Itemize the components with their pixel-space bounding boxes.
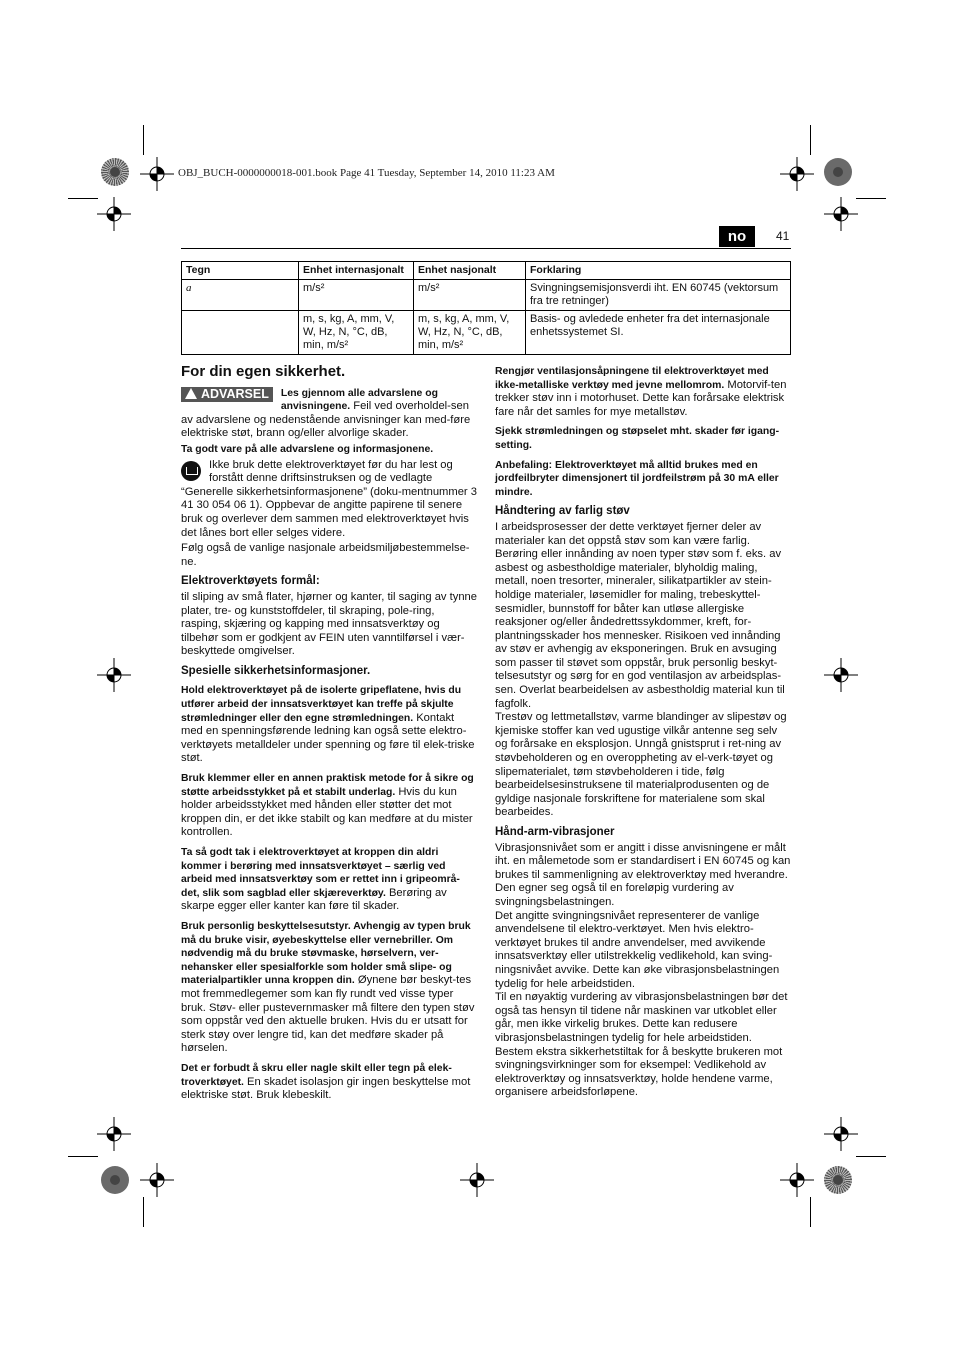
body-paragraph: I arbeidsprosesser der dette verktøyet fjerner deler av materialer kan det oppstå støv som kan være farlig. Berøring eller innånding av noen typer støv som f. eks. av asbest og asbestholdige materialer, blyholdig maling, metall, noen tresorter, mineraler, silikatpartikler av stein-holdige materialer, løsemidler for maling, trebeskyttel-sesmidler, bunnstoff for båter kan utløse allergiske reaksjoner og/eller åndedrettssykdommer, kreft, for-plantningsskader hos mennesker. Risikoen ved innånding av støv er avhengig av eksponeringen. Bruk en avsuging som passer til støvet som oppstår, bruk personlig beskyt-telsesutstyr og sørg for en god ventilasjon av arbeidsplas-sen. Overlat bearbeidelsen av asbestholdig material kun til fagfolk. [495, 520, 785, 710]
body-paragraph [181, 772, 477, 840]
read-manual-icon [181, 461, 201, 481]
warning-label-text: ADVARSEL [201, 386, 269, 401]
right-column [495, 365, 791, 1106]
table-cell: m, s, kg, A, mm, V, W, Hz, N, °C, dB, min, m/s² [299, 311, 414, 355]
crop-mark [143, 1197, 144, 1227]
body-paragraph [181, 1062, 477, 1103]
body-paragraph [181, 846, 477, 914]
warning-icon [185, 388, 197, 399]
body-paragraph [181, 459, 477, 541]
registration-crosshair-icon [780, 157, 814, 191]
body-text: Feil ved overholdel-sen av advarslene og nedenstående anvisninger kan med-føre elektriske støt, brann og/eller alvorlige skader. [181, 400, 471, 440]
subheading: Håndtering av farlig støv [495, 505, 630, 518]
body-paragraph: Bestem ekstra sikkerhetstiltak for å beskytte brukeren mot svingningsvirkninger som for eksempel: Vedlikehold av elektroverktøy og innsatsverktøy, holde hendene varme, organisere arbeidsforløpene. [495, 1045, 783, 1099]
warning-label [181, 387, 273, 403]
table-header: Enhet internasjonalt [299, 262, 414, 280]
bold-text: Rengjør ventilasjonsåpningene til elektroverktøyet med ikke-metalliske verktøy med jevne mellomrom. [495, 366, 769, 391]
crop-mark [68, 1156, 98, 1157]
units-table [181, 261, 791, 355]
table-row [182, 311, 791, 355]
registration-crosshair-icon [824, 197, 858, 231]
body-text: Kontakt med en spenningsførende ledning kan også sette elektro-verktøyets metalldeler under spenning og føre til elek-triske støt. [181, 711, 475, 765]
body-text: Berøring av skarpe egger eller kanter kan føre til skader. [181, 886, 447, 913]
table-header: Enhet nasjonalt [414, 262, 526, 280]
bold-paragraph: Ta godt vare på alle advarslene og informasjonene. [181, 443, 434, 455]
subheading: Elektroverktøyets formål: [181, 575, 320, 588]
table-cell: Basis- og avledede enheter fra det internasjonale enhetssystemet SI. [526, 311, 791, 355]
color-registration-rosette [101, 1166, 129, 1194]
body-text: Hvis du kun holder arbeidsstykket med hånden eller støtter det mot kroppen din, er det ikke stabilt og kan medføre at du mister kontrollen. [181, 785, 473, 839]
body-paragraph [495, 365, 791, 419]
language-badge: no [719, 226, 755, 247]
color-registration-rosette [824, 1166, 852, 1194]
table-header: Forklaring [526, 262, 791, 280]
crop-mark [810, 125, 811, 155]
registration-crosshair-icon [97, 658, 131, 692]
table-cell: m/s² [414, 280, 526, 311]
color-registration-rosette [101, 158, 129, 186]
body-text: Ikke bruk dette elektroverktøyet før du har lest og forstått denne driftsinstruksen og de vedlagte “Generelle sikkerhetsinformasjonene” (doku-mentnummer 3 41 30 054 06 1). Oppbevar de angitte papirene til senere bruk og overlever dem sammen med elektroverktøyet hvis det lånes bort eller selges videre. [181, 458, 477, 539]
body-paragraph [181, 920, 477, 1056]
table-header: Tegn [182, 262, 299, 280]
crop-mark [856, 1156, 886, 1157]
crop-mark [810, 1197, 811, 1227]
bold-text: Det er forbudt å skru eller nagle skilt eller tegn på elek-troverktøyet. [181, 1062, 452, 1088]
crop-mark [856, 198, 886, 199]
print-slug: OBJ_BUCH-0000000018-001.book Page 41 Tuesday, September 14, 2010 11:23 AM [178, 167, 555, 179]
bold-paragraph: Anbefaling: Elektroverktøyet må alltid brukes med en jordfeilbryter dimensjonert til jordfeilstrøm på 30 mA eller mindre. [495, 459, 779, 498]
body-text: Motorvif-ten trekker støv inn i motorhuset. Dette kan forårsake elektrisk fare når det samles for mye metallstøv. [495, 378, 787, 418]
subheading: Hånd-arm-vibrasjoner [495, 826, 615, 838]
registration-crosshair-icon [140, 1163, 174, 1197]
page-number: 41 [776, 229, 790, 243]
body-text: Øynene bør beskyt-tes mot fremmedlegemer som kan fly rundt ved visse typer bruk. Støv- eller pustevernmasker må filtere den typen støv som oppstår ved den aktuelle bruken. Hvis du er utsatt for sterk støy over lengre tid, kan det medføre skader på hørselen. [181, 974, 475, 1055]
section-title: For din egen sikkerhet. [181, 363, 346, 380]
bold-text: Hold elektroverktøyet på de isolerte gripeflatene, hvis du utfører arbeid der innsatsverktøyet kan treffe på skjulte strømledninger eller den egne strømledningen. [181, 685, 462, 724]
crop-mark [143, 125, 144, 155]
warning-paragraph [181, 387, 477, 441]
body-paragraph: Til en nøyaktig vurdering av vibrasjonsbelastningen bør det også tas hensyn til tidene når maskinen var utkoblet eller går, men ikke virkelig brukes. Dette kan redusere vibrasjonsbelastningen tydelig for hele arbeidstiden. [495, 991, 788, 1044]
body-paragraph: Vibrasjonsnivået som er angitt i disse anvisningene er målt iht. en målemetode som er standardisert i EN 60745 og kan brukes til sammenligning av elektroverktøy med hverandre. Den egner seg også til en foreløpig vurdering av svingningsbelastningen. [495, 841, 791, 908]
body-text: En skadet isolasjon gir ingen beskyttelse mot elektriske støt. Bruk klebeskilt. [181, 1075, 471, 1102]
bold-paragraph: Sjekk strømledningen og støpselet mht. skader før igang-setting. [495, 426, 780, 451]
bold-text: Les gjennom alle advarslene og anvisningene. [280, 387, 438, 413]
table-cell [182, 311, 299, 355]
header-rule [181, 248, 791, 249]
body-paragraph: Følg også de vanlige nasjonale arbeidsmiljøbestemmelse-ne. [181, 542, 470, 568]
registration-crosshair-icon [140, 157, 174, 191]
table-cell: m, s, kg, A, mm, V, W, Hz, N, °C, dB, min, m/s² [414, 311, 526, 355]
registration-crosshair-icon [780, 1163, 814, 1197]
table-header-row [182, 262, 791, 280]
registration-crosshair-icon [97, 197, 131, 231]
body-paragraph [181, 684, 477, 766]
crop-mark [68, 198, 98, 199]
registration-crosshair-icon [460, 1163, 494, 1197]
registration-crosshair-icon [824, 1117, 858, 1151]
left-column [181, 365, 477, 1109]
bold-text: Bruk klemmer eller en annen praktisk metode for å sikre og støtte arbeidsstykket på et stabilt underlag. [181, 773, 474, 798]
table-row [182, 280, 791, 311]
bold-text: Bruk personlig beskyttelsesutstyr. Avhengig av typen bruk må du bruke visir, øyebeskyttelse eller vernebriller. Om nødvendig må du bruke støvmaske, hørselvern, ver-nehansker eller spesialforkle som holder små slipe- og materialpartikler unna kroppen din. [181, 920, 471, 987]
bold-text: Ta så godt tak i elektroverktøyet at kroppen din aldri kommer i berøring med innsatsverktøyet – særlig ved arbeid med innsatsverktøy som er rettet inn i gripeområ-det, slik som sagblad eller skjæreverktøy. [181, 847, 460, 899]
table-cell: m/s² [299, 280, 414, 311]
subheading: Spesielle sikkerhetsinformasjoner. [181, 664, 371, 677]
table-cell: a [182, 280, 299, 311]
registration-crosshair-icon [824, 658, 858, 692]
body-paragraph: Trestøv og lettmetallstøv, varme blandinger av slipestøv og kjemiske stoffer kan ved ugustige vilkår antenne seg selv og forårsake en eksplosjon. Unngå gnistsprut i ret-ning av støvbeholderen og en overoppheting av el-verk-tøyet og slipematerialet, tøm støvbeholderen i tide, følg bearbeidelsesinstruksene til materialprodusenten og de gyldige nasjonale forskriftene for materialene som skal bearbeides. [495, 711, 787, 819]
registration-crosshair-icon [97, 1117, 131, 1151]
table-cell: Svingningsemisjonsverdi iht. EN 60745 (vektorsum fra tre retninger) [526, 280, 791, 311]
body-paragraph: til sliping av små flater, hjørner og kanter, til saging av tynne plater, tre- og kunststoffdeler, til skraping, pole-ring, rasping, skjæring og kapping med innsatsverktøy og tilbehør som er godkjent av FEIN uten vanntilførsel i vær-beskyttede omgivelser. [181, 590, 477, 658]
color-registration-rosette [824, 158, 852, 186]
body-paragraph: Det angitte svingningsnivået representerer de vanlige anvendelsene til elektro-verktøyet. Men hvis elektro-verktøyet brukes til andre anvendelser, med avvikende innsatsverktøy eller utilstrekkelig vedlikehold, kan sving-ningsnivået avvike. Dette kan øke vibrasjonsbelastningen tydelig for hele arbeidstiden. [495, 909, 780, 990]
